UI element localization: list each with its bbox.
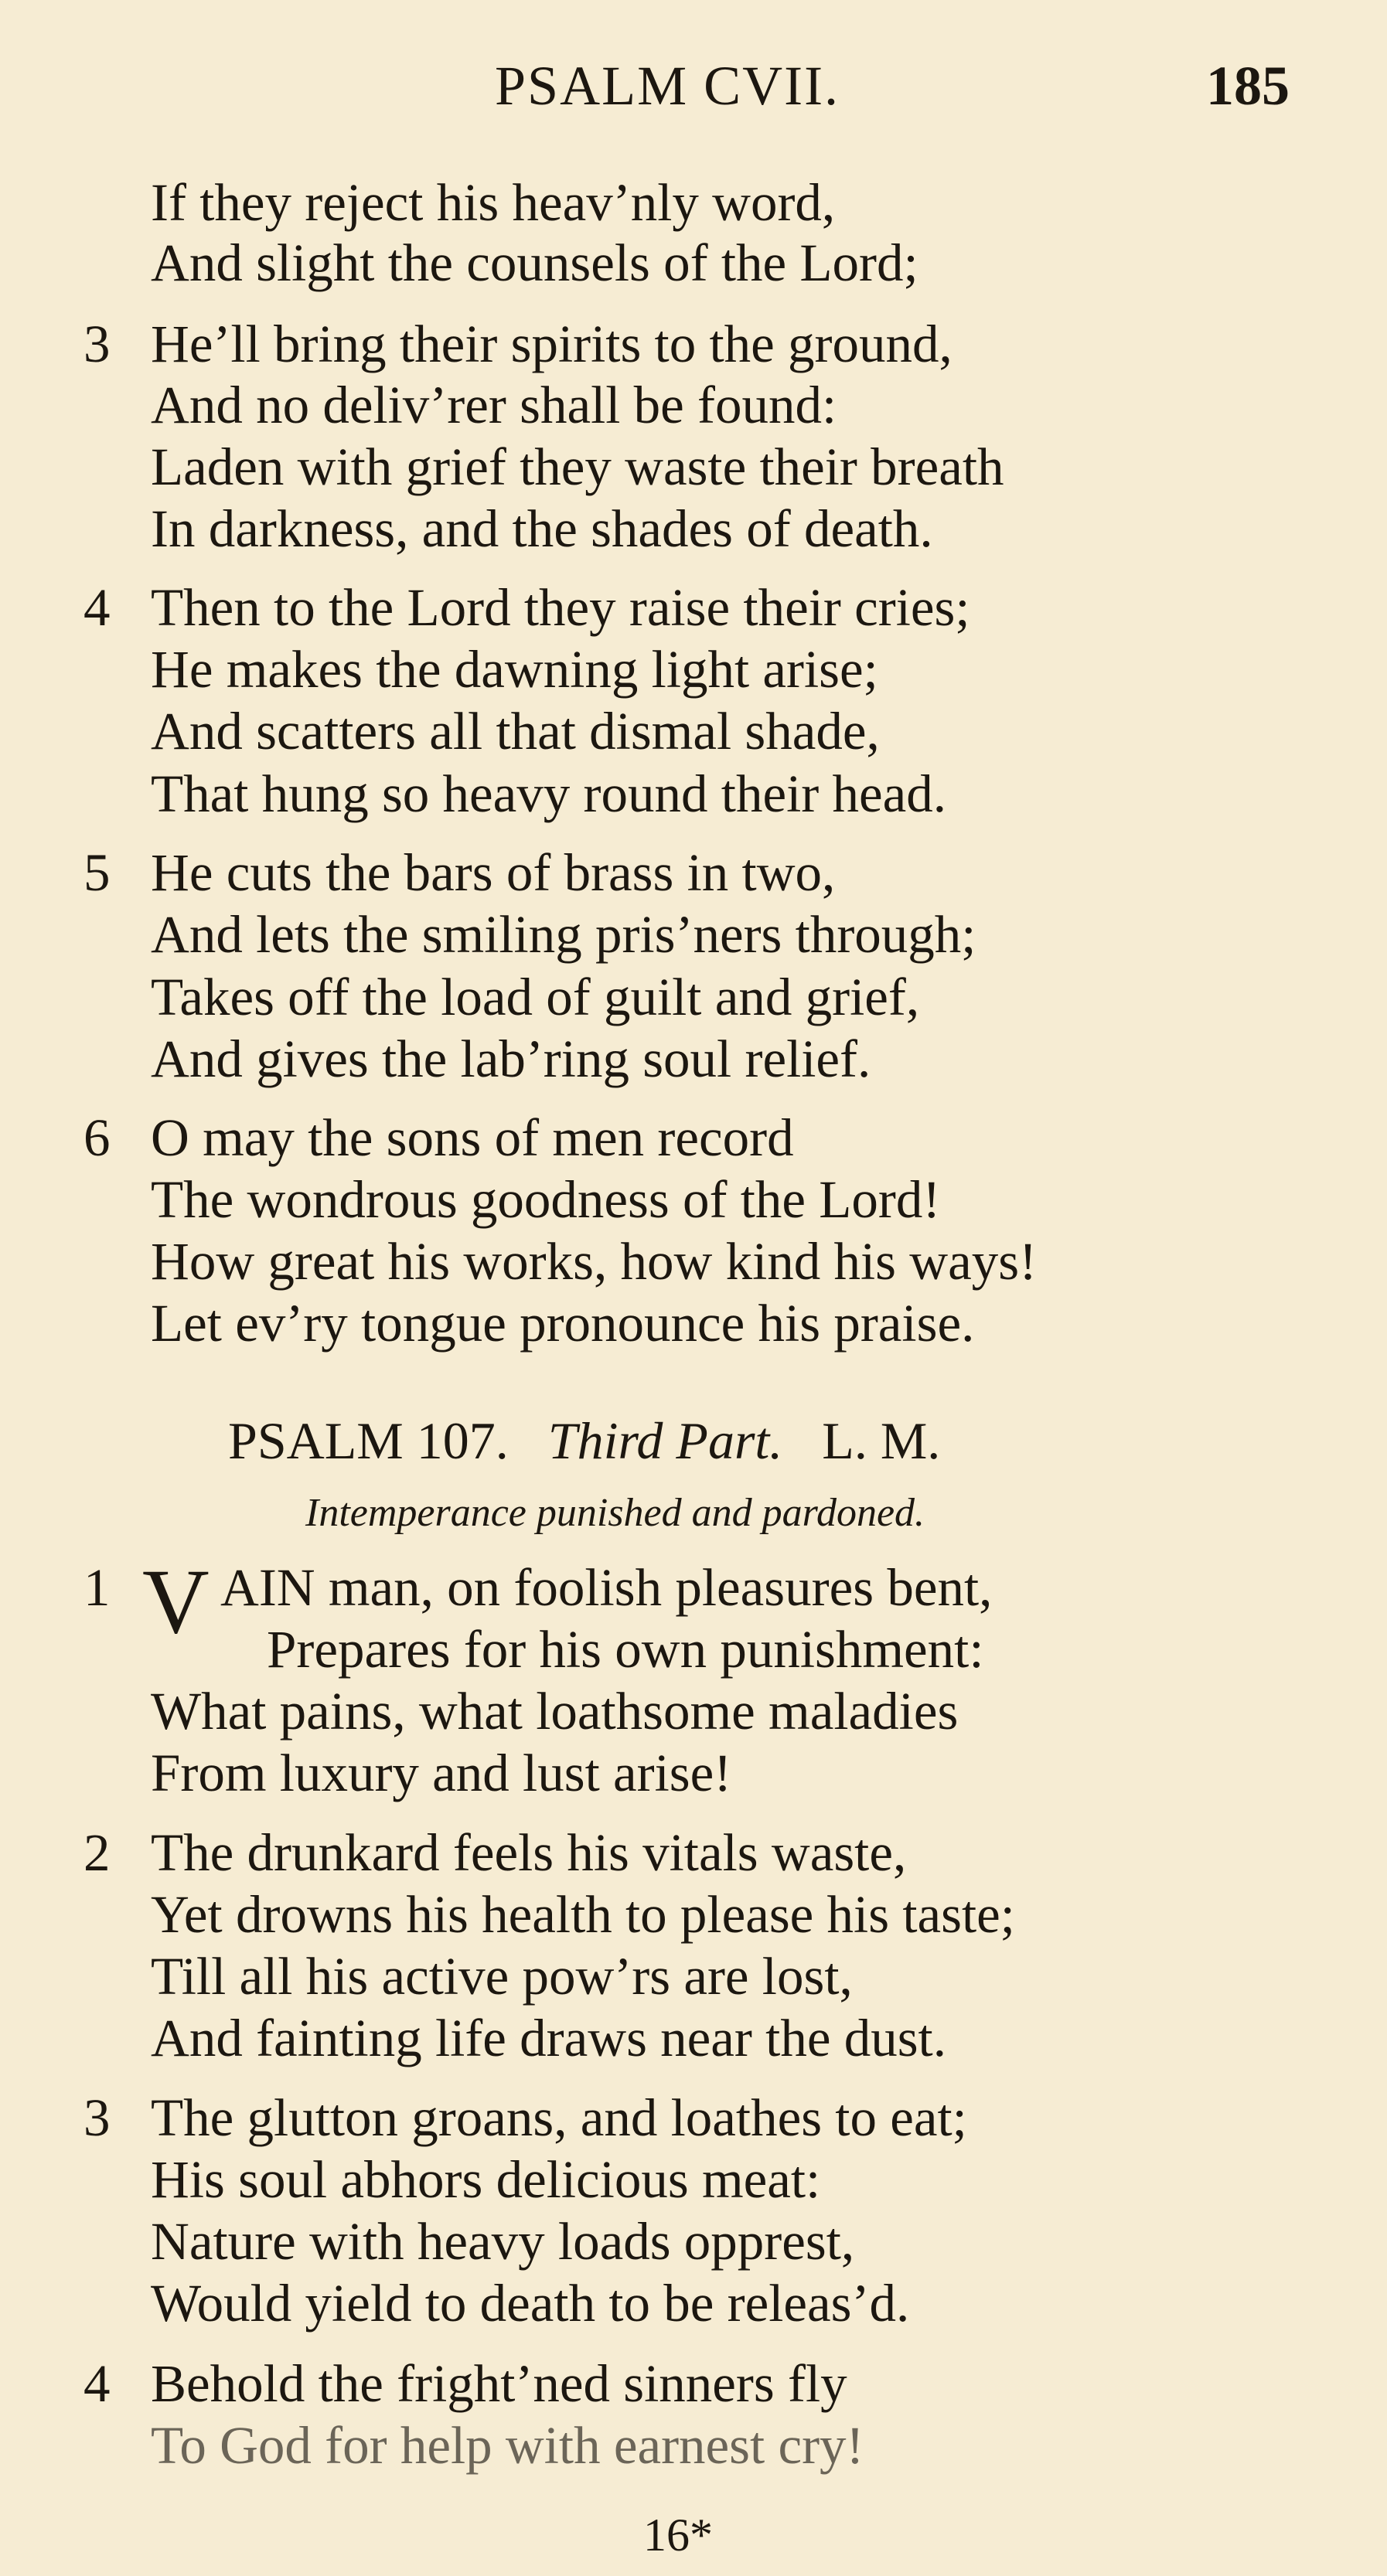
part-label: Third Part. bbox=[547, 1411, 783, 1470]
drop-cap: V bbox=[142, 1550, 210, 1652]
psalm-subheading: Intemperance punished and pardoned. bbox=[305, 1491, 925, 1535]
verse-line: Behold the fright’ned sinners fly bbox=[151, 2354, 847, 2413]
stanza-number: 5 bbox=[83, 843, 111, 902]
verse-line: And no deliv’rer shall be found: bbox=[151, 376, 837, 434]
verse-line: Takes off the load of guilt and grief, bbox=[151, 968, 920, 1026]
stanza-number: 4 bbox=[83, 578, 111, 637]
psalm-number: PSALM 107. bbox=[228, 1411, 509, 1470]
verse-line: He’ll bring their spirits to the ground, bbox=[151, 315, 952, 373]
verse-line: To God for help with earnest cry! bbox=[151, 2416, 864, 2475]
verse-line: Nature with heavy loads opprest, bbox=[151, 2212, 855, 2271]
stanza-number: 4 bbox=[83, 2354, 111, 2413]
meter-label: L. M. bbox=[822, 1411, 941, 1470]
page-number: 185 bbox=[1206, 55, 1290, 117]
verse-line: If they reject his heav’nly word, bbox=[151, 173, 836, 232]
stanza-number: 6 bbox=[83, 1108, 111, 1167]
stanza-number: 2 bbox=[83, 1823, 111, 1882]
running-title: PSALM CVII. bbox=[495, 55, 840, 117]
verse-line: The glutton groans, and loathes to eat; bbox=[151, 2088, 967, 2147]
signature-mark: 16* bbox=[643, 2510, 713, 2561]
verse-line: He cuts the bars of brass in two, bbox=[151, 843, 836, 902]
page-header bbox=[0, 54, 1387, 139]
verse-line: Till all his active pow’rs are lost, bbox=[151, 1947, 853, 2006]
stanza-number: 3 bbox=[83, 315, 111, 373]
verse-line: O may the sons of men record bbox=[151, 1108, 794, 1167]
verse-line: He makes the dawning light arise; bbox=[151, 640, 878, 699]
verse-line: And lets the smiling pris’ners through; bbox=[151, 905, 976, 964]
stanza-number: 1 bbox=[83, 1558, 111, 1617]
verse-line: The drunkard feels his vitals waste, bbox=[151, 1823, 907, 1882]
verse-line: Then to the Lord they raise their cries; bbox=[151, 578, 970, 637]
verse-line: Prepares for his own punishment: bbox=[267, 1620, 984, 1679]
verse-line: The wondrous goodness of the Lord! bbox=[151, 1170, 941, 1229]
verse-line: That hung so heavy round their head. bbox=[151, 764, 946, 823]
verse-line: Laden with grief they waste their breath bbox=[151, 437, 1004, 496]
verse-line: Yet drowns his health to please his taste; bbox=[151, 1885, 1015, 1944]
verse-line: In darkness, and the shades of death. bbox=[151, 499, 933, 558]
verse-line: And gives the lab’ring soul relief. bbox=[151, 1029, 871, 1088]
verse-line: And scatters all that dismal shade, bbox=[151, 702, 880, 761]
verse-line: And slight the counsels of the Lord; bbox=[151, 233, 918, 292]
verse-line: From luxury and lust arise! bbox=[151, 1744, 732, 1802]
verse-line: Would yield to death to be releas’d. bbox=[151, 2274, 910, 2333]
verse-line: Let ev’ry tongue pronounce his praise. bbox=[151, 1294, 975, 1353]
verse-line: What pains, what loathsome maladies bbox=[151, 1682, 959, 1741]
verse-line: His soul abhors delicious meat: bbox=[151, 2150, 821, 2209]
verse-line: And fainting life draws near the dust. bbox=[151, 2009, 946, 2067]
verse-line: AIN man, on foolish pleasures bent, bbox=[220, 1558, 993, 1617]
stanza-number: 3 bbox=[83, 2088, 111, 2147]
psalm-heading bbox=[228, 1411, 941, 1470]
verse-line: How great his works, how kind his ways! bbox=[151, 1232, 1038, 1291]
